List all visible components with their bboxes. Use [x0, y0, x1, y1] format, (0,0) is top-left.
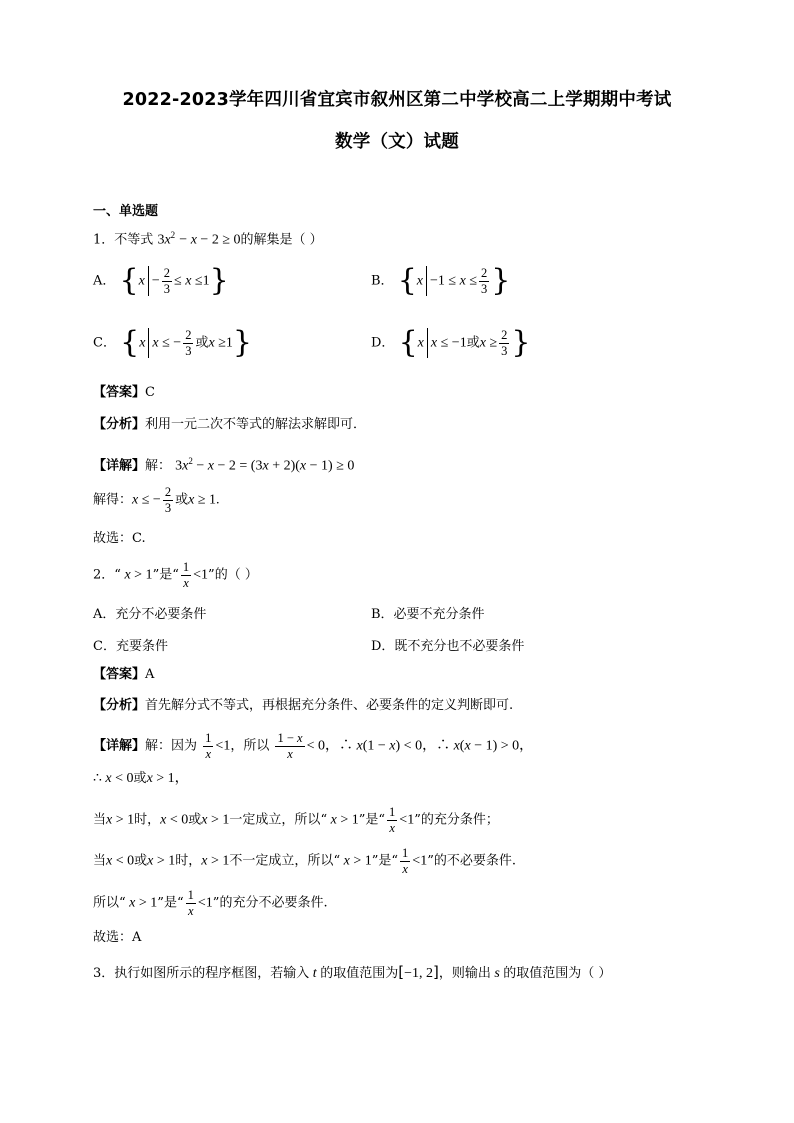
question-2-option-c: C．充要条件 — [93, 639, 168, 654]
paper-title-line2: 数学（文）试题 — [335, 132, 459, 152]
question-1-option-b: B． {x −1 ≤ x ≤ $\frac{2}{3}$ } — [371, 263, 511, 298]
question-1-option-d: D． {x x ≤ −1或x ≥ $\frac{2}{3}$ } — [371, 325, 531, 360]
question-2-conclusion: 所以“ x > 1”是“ $\frac{1}{x}$ <1”的充分不必要条件. — [93, 888, 328, 918]
question-1-option-a: A． {x − $\frac{2}{3}$ ≤ x ≤1} — [93, 263, 229, 298]
question-2-answer: 【答案】A — [93, 667, 155, 682]
question-2-option-a: A．充分不必要条件 — [93, 607, 207, 622]
question-2-option-d: D．既不充分也不必要条件 — [371, 639, 525, 654]
section-heading: 一、单选题 — [93, 204, 159, 219]
question-3-stem: 3．执行如图所示的程序框图，若输入 t 的取值范围为[−1, 2]，则输出 s 的取值范围为（ ） — [93, 963, 612, 981]
question-2-option-b: B．必要不充分条件 — [371, 607, 485, 622]
question-1-answer: 【答案】C — [93, 385, 155, 400]
question-2-choose: 故选：A — [93, 930, 142, 945]
question-1-detail: 【详解】解： $3x^2 - x - 2 = (3x + 2)(x - 1) \ge 0$ — [93, 456, 355, 474]
question-2-sufficiency: 当x > 1时，x < 0或x > 1一定成立，所以“ x > 1”是“ $\frac{1}{x}$ <1”的充分条件； — [93, 805, 499, 835]
question-1-analysis: 【分析】利用一元二次不等式的解法求解即可． — [93, 417, 367, 432]
question-2-stem: 2．“ x > 1”是“ $\frac{1}{x}$ <1”的（ ） — [93, 560, 258, 590]
paper-title-line1: 2022-2023学年四川省宜宾市叙州区第二中学校高二上学期期中考试 — [122, 90, 672, 110]
question-2-analysis: 【分析】首先解分式不等式，再根据充分条件、必要条件的定义判断即可. — [93, 698, 514, 713]
question-1-solution: 解得：x ≤ − $\frac{2}{3}$ 或x ≥ 1. — [93, 485, 220, 515]
question-1-choose: 故选：C. — [93, 531, 146, 546]
question-2-detail: 【详解】解：因为 $\frac{1}{x}$ <1，所以 $\frac{1 - x}{x}$ < 0，∴ x(1 − x) < 0，∴ x(x − 1) > 0， — [93, 731, 534, 761]
question-1-option-c: C． {x x ≤ − $\frac{2}{3}$ 或x ≥1} — [93, 325, 252, 360]
question-2-step: ∴ x < 0或x > 1， — [93, 771, 189, 786]
question-1-stem: 1．不等式 $3x^2 - x - 2 \ge 0$的解集是（ ） — [93, 230, 323, 248]
question-2-necessity: 当x < 0或x > 1时，x > 1不一定成立，所以“ x > 1”是“ $\frac{1}{x}$ <1”的不必要条件. — [93, 846, 516, 876]
